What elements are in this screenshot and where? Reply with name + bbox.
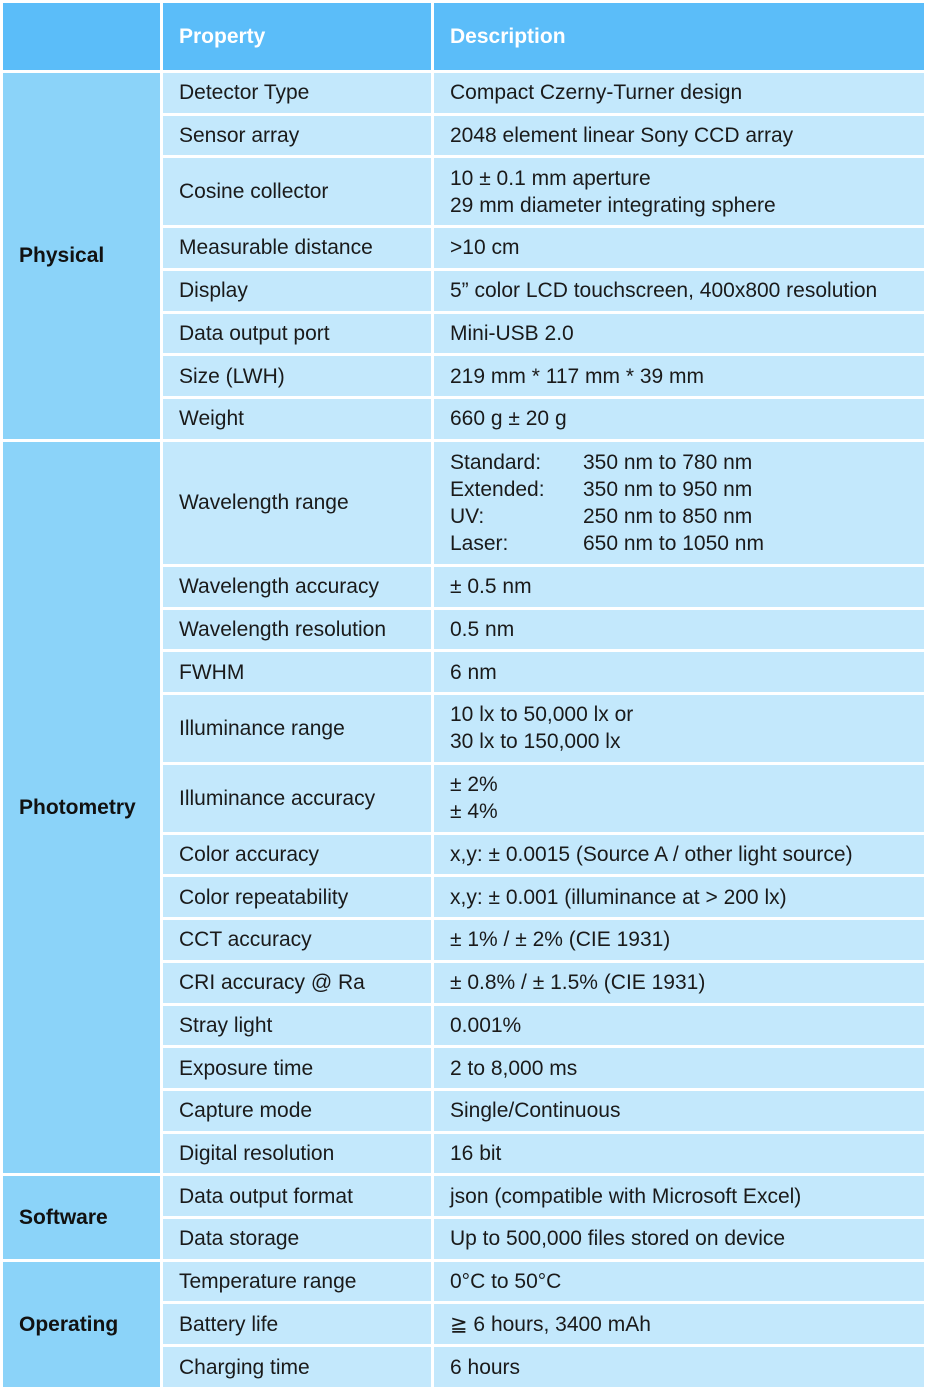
property-cell: Cosine collector (163, 158, 431, 225)
description-line: 0.001% (450, 1013, 522, 1037)
property-cell: CCT accuracy (163, 920, 431, 960)
description-line: 0°C to 50°C (450, 1270, 562, 1294)
description-line: 10 ± 0.1 mm aperture (450, 166, 651, 190)
description-cell (434, 920, 924, 960)
property-cell: Battery life (163, 1304, 431, 1344)
description-cell (434, 835, 924, 875)
description-line: Single/Continuous (450, 1099, 621, 1123)
description-cell (434, 1134, 924, 1174)
description-cell (434, 1176, 924, 1216)
description-cell (434, 228, 924, 268)
description-cell (434, 442, 924, 564)
description-column-header: Description (434, 3, 924, 70)
description-line: 2048 element linear Sony CCD array (450, 123, 794, 147)
description-cell (434, 271, 924, 311)
description-cell (434, 399, 924, 439)
description-cell (434, 877, 924, 917)
property-cell: Data output port (163, 314, 431, 354)
property-cell: Measurable distance (163, 228, 431, 268)
description-cell (434, 610, 924, 650)
property-cell: Data output format (163, 1176, 431, 1216)
description-cell (434, 1048, 924, 1088)
description-cell (434, 765, 924, 832)
description-line: x,y: ± 0.001 (illuminance at > 200 lx) (450, 885, 787, 909)
description-line: 30 lx to 150,000 lx (450, 730, 621, 754)
description-cell (434, 73, 924, 113)
description-line: 660 g ± 20 g (450, 407, 567, 431)
property-cell: Wavelength resolution (163, 610, 431, 650)
description-line: ± 2% (450, 773, 498, 797)
description-cell (434, 1262, 924, 1302)
range-name: Standard: (450, 450, 542, 474)
property-cell: FWHM (163, 652, 431, 692)
description-line: 6 hours (450, 1355, 521, 1379)
description-cell (434, 314, 924, 354)
property-cell: Exposure time (163, 1048, 431, 1088)
property-cell: Charging time (163, 1347, 431, 1387)
description-line: Compact Czerny-Turner design (450, 81, 743, 105)
property-cell: Stray light (163, 1006, 431, 1046)
property-cell: Color accuracy (163, 835, 431, 875)
category-operating: Operating (3, 1262, 160, 1387)
description-cell (434, 695, 924, 762)
description-cell (434, 963, 924, 1003)
property-cell: Illuminance accuracy (163, 765, 431, 832)
description-line: ≧ 6 hours, 3400 mAh (450, 1312, 651, 1336)
description-line: ± 0.8% / ± 1.5% (CIE 1931) (450, 971, 706, 995)
range-value: 250 nm to 850 nm (583, 504, 753, 528)
description-cell (434, 1091, 924, 1131)
description-line: >10 cm (450, 236, 520, 260)
property-column-header: Property (163, 3, 431, 70)
category-software: Software (3, 1176, 160, 1258)
property-cell: Capture mode (163, 1091, 431, 1131)
property-cell: CRI accuracy @ Ra (163, 963, 431, 1003)
description-line: x,y: ± 0.0015 (Source A / other light source) (450, 843, 853, 867)
property-cell: Size (LWH) (163, 356, 431, 396)
table-header-row (3, 3, 924, 70)
range-value: 350 nm to 950 nm (583, 477, 753, 501)
table-row (3, 1176, 924, 1216)
description-line: 2 to 8,000 ms (450, 1056, 578, 1080)
wavelength-range-line (450, 449, 908, 476)
property-cell: Display (163, 271, 431, 311)
table-row (3, 73, 924, 113)
description-cell (434, 158, 924, 225)
description-line: 219 mm * 117 mm * 39 mm (450, 364, 705, 388)
description-line: ± 4% (450, 800, 498, 824)
description-line: 16 bit (450, 1141, 502, 1165)
range-name: Laser: (450, 531, 509, 555)
property-cell: Illuminance range (163, 695, 431, 762)
description-line: Mini-USB 2.0 (450, 321, 574, 345)
description-line: 5” color LCD touchscreen, 400x800 resolution (450, 279, 878, 303)
table-row (3, 1262, 924, 1302)
description-cell (434, 1347, 924, 1387)
property-cell: Weight (163, 399, 431, 439)
property-cell: Digital resolution (163, 1134, 431, 1174)
description-cell (434, 1304, 924, 1344)
property-cell: Color repeatability (163, 877, 431, 917)
property-cell: Wavelength range (163, 442, 431, 564)
wavelength-range-line (450, 530, 908, 557)
property-cell: Sensor array (163, 116, 431, 156)
description-cell (434, 116, 924, 156)
category-physical: Physical (3, 73, 160, 439)
description-cell (434, 356, 924, 396)
property-cell: Temperature range (163, 1262, 431, 1302)
range-value: 350 nm to 780 nm (583, 450, 753, 474)
description-line: 10 lx to 50,000 lx or (450, 703, 634, 727)
description-cell (434, 1006, 924, 1046)
range-name: UV: (450, 504, 485, 528)
property-cell: Wavelength accuracy (163, 567, 431, 607)
description-line: 0.5 nm (450, 617, 515, 641)
property-cell: Data storage (163, 1219, 431, 1259)
description-line: json (compatible with Microsoft Excel) (450, 1184, 802, 1208)
wavelength-range-line (450, 476, 908, 503)
description-line: ± 0.5 nm (450, 575, 532, 599)
property-cell: Detector Type (163, 73, 431, 113)
description-line: 29 mm diameter integrating sphere (450, 193, 776, 217)
table-row (3, 442, 924, 564)
description-cell (434, 567, 924, 607)
corner-header (3, 3, 160, 70)
wavelength-range-line (450, 503, 908, 530)
range-name: Extended: (450, 477, 545, 501)
description-cell (434, 652, 924, 692)
description-cell (434, 1219, 924, 1259)
range-value: 650 nm to 1050 nm (583, 531, 764, 555)
description-line: 6 nm (450, 660, 497, 684)
category-photometry: Photometry (3, 442, 160, 1174)
description-line: Up to 500,000 files stored on device (450, 1227, 786, 1251)
description-line: ± 1% / ± 2% (CIE 1931) (450, 928, 671, 952)
